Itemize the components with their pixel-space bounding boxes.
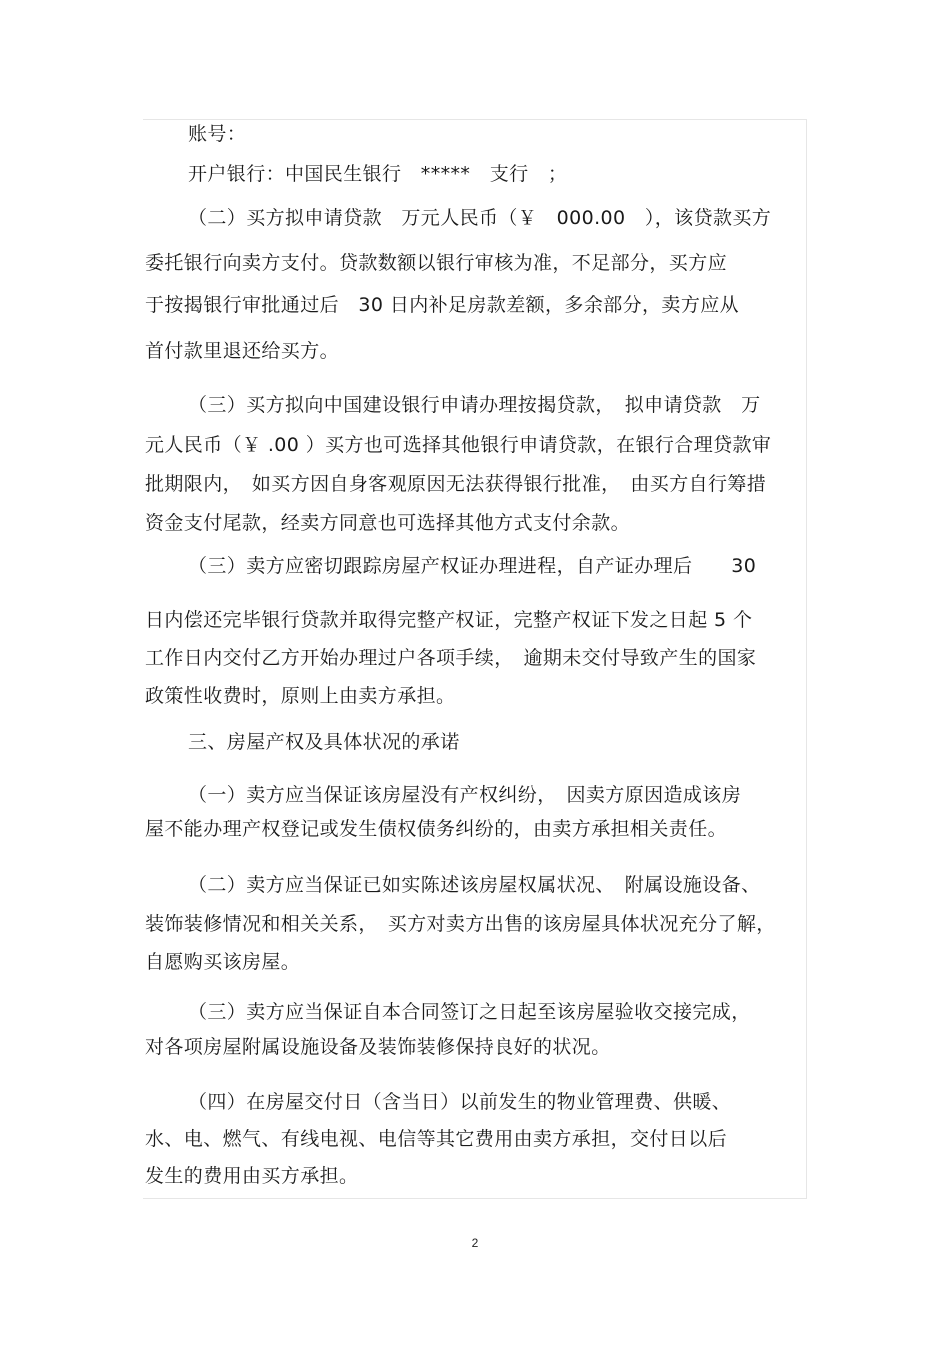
paragraph-line: 资金支付尾款，经卖方同意也可选择其他方式支付余款。 [145, 512, 631, 534]
paragraph-line: 发生的费用由买方承担。 [145, 1165, 359, 1187]
bank-line: 开户银行：中国民生银行 ***** 支行 ； [188, 163, 568, 185]
paragraph-line: （四）在房屋交付日（含当日）以前发生的物业管理费、供暖、 [188, 1091, 732, 1113]
section-heading: 三、房屋产权及具体状况的承诺 [188, 731, 460, 753]
paragraph-line: 对各项房屋附属设施设备及装饰装修保持良好的状况。 [145, 1036, 611, 1058]
paragraph-line: 首付款里退还给买方。 [145, 340, 340, 362]
paragraph-line: （三）卖方应密切跟踪房屋产权证办理进程，自产证办理后 30 [188, 555, 757, 577]
paragraph-line: 委托银行向卖方支付。贷款数额以银行审核为准，不足部分，买方应 [145, 252, 728, 274]
page-number: 2 [471, 1236, 479, 1250]
paragraph-line: 于按揭银行审批通过后 30 日内补足房款差额，多余部分，卖方应从 [145, 294, 740, 316]
paragraph-line: （三）卖方应当保证自本合同签订之日起至该房屋验收交接完成， [188, 1001, 751, 1023]
paragraph-line: 日内偿还完毕银行贷款并取得完整产权证，完整产权证下发之日起 5 个 [145, 609, 753, 631]
paragraph-line: 元人民币（￥ .00 ）买方也可选择其他银行申请贷款，在银行合理贷款审 [145, 434, 772, 456]
paragraph-line: 工作日内交付乙方开始办理过户各项手续， 逾期未交付导致产生的国家 [145, 647, 757, 669]
paragraph-line: 自愿购买该房屋。 [145, 951, 301, 973]
paragraph-line: （一）卖方应当保证该房屋没有产权纠纷， 因卖方原因造成该房 [188, 784, 742, 806]
paragraph-line: 批期限内， 如买方因自身客观原因无法获得银行批准， 由买方自行筹措 [145, 473, 767, 495]
paragraph-line: 水、电、燃气、有线电视、电信等其它费用由卖方承担，交付日以后 [145, 1128, 728, 1150]
paragraph-line: （二）卖方应当保证已如实陈述该房屋权属状况、 附属设施设备、 [188, 874, 761, 896]
paragraph-line: （二）买方拟申请贷款 万元人民币（￥ 000.00 ），该贷款买方 [188, 207, 772, 229]
paragraph-line: 屋不能办理产权登记或发生债权债务纠纷的，由卖方承担相关责任。 [145, 818, 728, 840]
paragraph-line: 政策性收费时，原则上由卖方承担。 [145, 685, 456, 707]
paragraph-line: （三）买方拟向中国建设银行申请办理按揭贷款， 拟申请贷款 万 [188, 394, 761, 416]
account-number-line: 账号： [188, 123, 247, 145]
paragraph-line: 装饰装修情况和相关关系， 买方对卖方出售的该房屋具体状况充分了解， [145, 913, 776, 935]
